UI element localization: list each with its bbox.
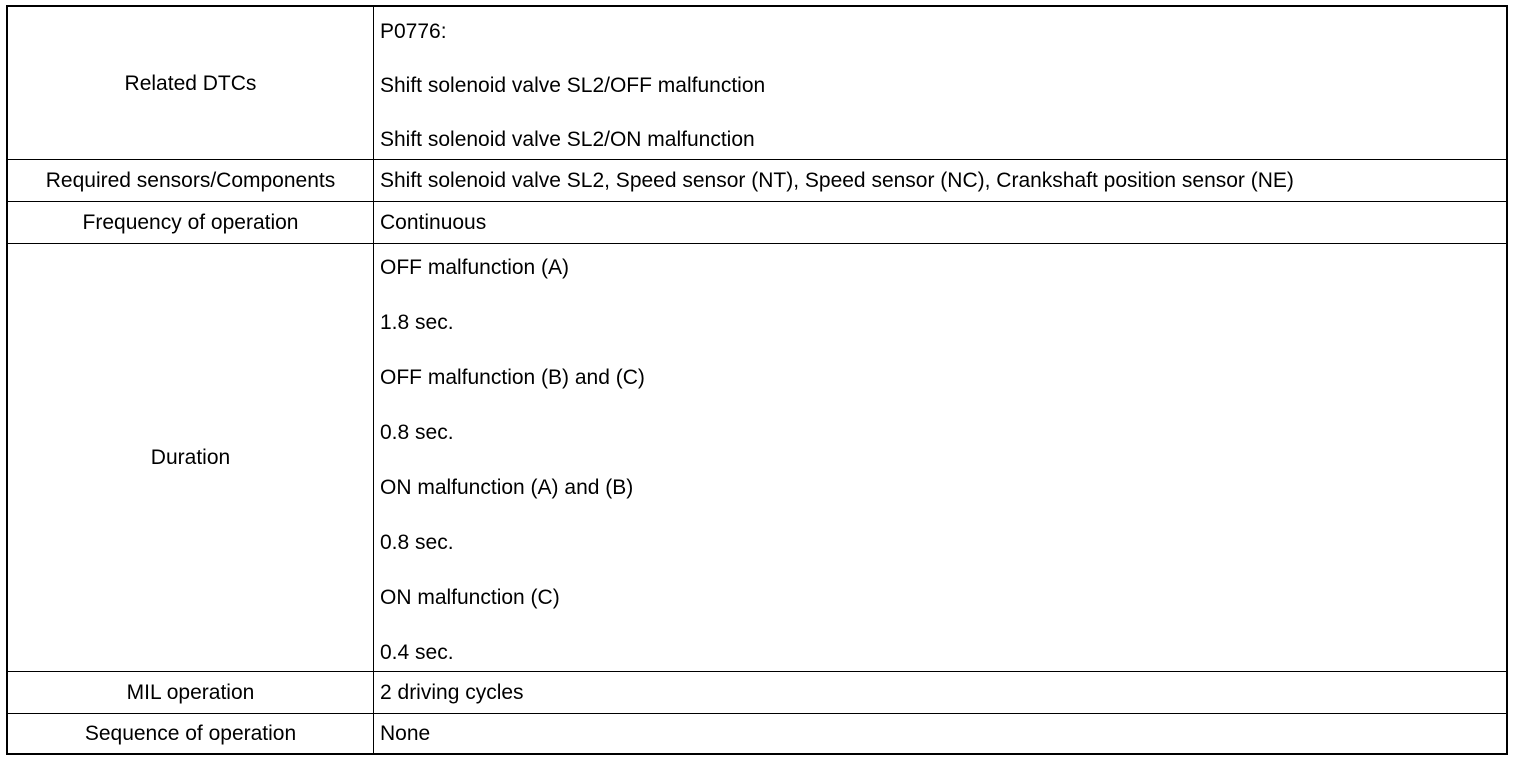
row-label-mil-operation: MIL operation: [8, 672, 374, 713]
value-line: 0.8 sec.: [380, 421, 454, 444]
row-label-related-dtcs: Related DTCs: [8, 7, 374, 159]
row-value-duration: [380, 244, 1506, 671]
row-label-duration: Duration: [8, 244, 374, 671]
table-row-sequence: [8, 714, 1506, 753]
row-value-related-dtcs: [380, 7, 1506, 159]
value-line: P0776:: [380, 20, 447, 43]
row-label-required-sensors: Required sensors/Components: [8, 160, 374, 201]
value-line: OFF malfunction (B) and (C): [380, 366, 645, 389]
value-line: OFF malfunction (A): [380, 256, 570, 279]
value-line: 1.8 sec.: [380, 311, 454, 334]
row-value-mil-operation: 2 driving cycles: [380, 681, 524, 704]
value-line: ON malfunction (C): [380, 586, 560, 609]
row-value-required-sensors: Shift solenoid valve SL2, Speed sensor (NT), Speed sensor (NC), Crankshaft position sensor (NE): [380, 169, 1294, 192]
table-row-related-dtcs: [8, 7, 1506, 160]
table-row-duration: [8, 244, 1506, 672]
table-row-required-sensors: [8, 160, 1506, 202]
row-value-sequence: None: [380, 722, 431, 745]
table-row-frequency: [8, 202, 1506, 244]
row-label-frequency: Frequency of operation: [8, 202, 374, 243]
value-line: 0.4 sec.: [380, 641, 454, 664]
value-line: ON malfunction (A) and (B): [380, 476, 634, 499]
value-line: Shift solenoid valve SL2/ON malfunction: [380, 128, 755, 151]
row-value-frequency: Continuous: [380, 211, 487, 234]
dtc-info-table: [6, 5, 1508, 755]
table-row-mil-operation: [8, 672, 1506, 714]
value-line: 0.8 sec.: [380, 531, 454, 554]
row-label-sequence: Sequence of operation: [8, 714, 374, 753]
value-line: Shift solenoid valve SL2/OFF malfunction: [380, 74, 766, 97]
